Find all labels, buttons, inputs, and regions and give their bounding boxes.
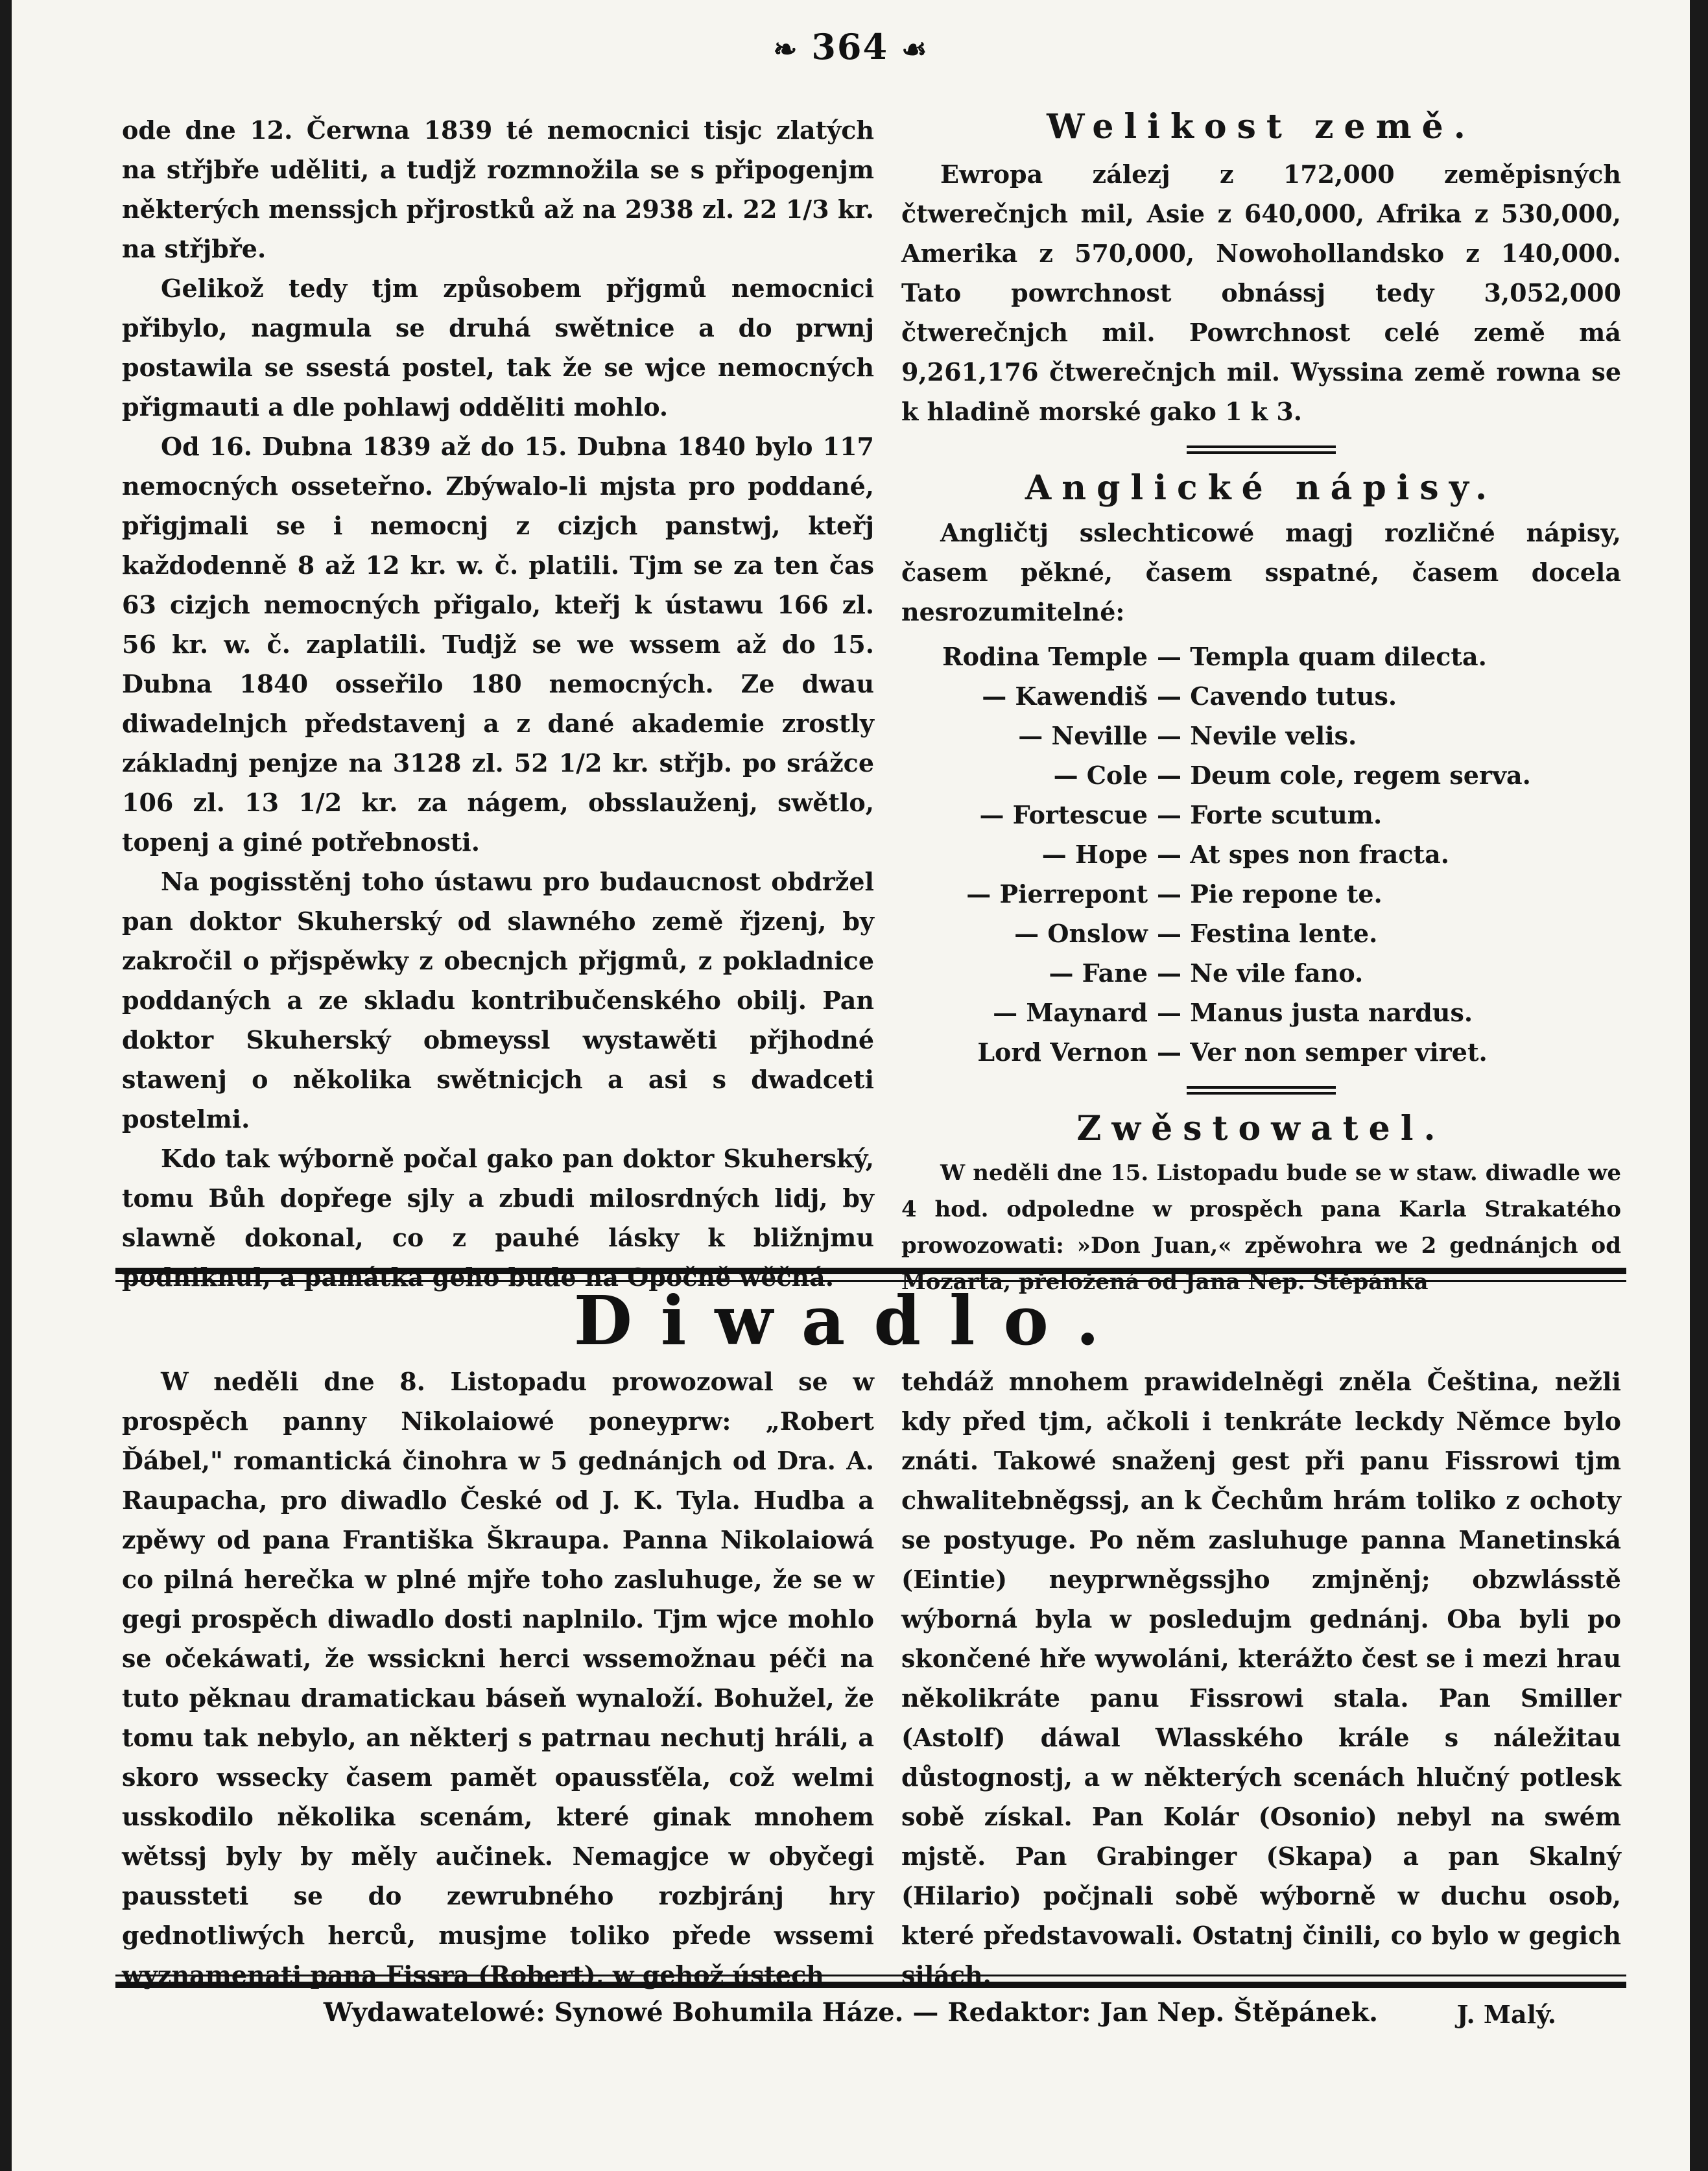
- left-bottom-column: [122, 1362, 874, 1995]
- footer-rule: [115, 1982, 1626, 1988]
- list-item: — Fane — Ne vile fano.: [1049, 958, 1364, 988]
- diwadlo-heading: Diwadlo.: [573, 1281, 1128, 1360]
- opocno-paragraph-1: ode dne 12. Čerwna 1839 té nemocnici tisjc zlatých na střjbře uděliti, a tudjž rozmnožila se s připogenjm některých menssjch přjrostků až na 2938 zl. 22 1/3 kr. na střjbře.: [122, 115, 874, 263]
- left-top-column: [122, 110, 874, 1297]
- list-item: — Neville — Nevile velis.: [1018, 721, 1357, 750]
- anglicke-intro: Angličtj sslechticowé magj rozličné nápisy, časem pěkné, časem sspatné, časem docela nesrozumitelné:: [901, 518, 1621, 626]
- review-text-left: W neděli dne 8. Listopadu prowozowal se w prospěch panny Nikolaiowé poneyprw: „Robert Ďábel," romantická činohra w 5 gednánjch od Dra. A. Raupacha, pro diwadlo České od J. K. Tyla. Hudba a zpěwy od pana Františka Škraupa. Panna Nikolaiowá co pilná herečka w plné mjře toho zasluhuge, že se w gegi prospěch diwadlo dosti naplnilo. Tjm wjce mohlo se očekáwati, že wssickni herci wssemožnau péči na tuto pěknau dramatickau báseň wynaloží. Bohužel, že tomu tak nebylo, an některj s patrnau nechutj hráli, a skoro wssecky časem pamět opaussťěla, což welmi usskodilo několika scenám, které ginak mnohem wětssj byly by měly aučinek. Nemagjce w obyčegi paussteti se do zewrubného rozbjránj hry gednotliwých herců, musjme toliko přede wssemi wyznamenati pana Fissra (Robert), w gehož ústech: [122, 1367, 874, 1989]
- diwadlo-top-rule: [115, 1268, 1626, 1274]
- list-item: — Onslow — Festina lente.: [1014, 919, 1378, 948]
- opocno-paragraph-3: Od 16. Dubna 1839 až do 15. Dubna 1840 bylo 117 nemocných osseteřno. Zbýwalo-li mjsta pro poddané, přigjmali se i nemocnj z cizjch panstwj, kteřj každodenně 8 až 12 kr. w. č. platili. Tjm se za ten čas 63 cizjch nemocných přigalo, kteřj k ústawu 166 zl. 56 kr. w. č. zaplatili. Tudjž se we wssem až do 15. Dubna 1840 osseřilo 180 nemocných. Ze dwau diwadelnjch představenj a z dané akademie zrostly základnj penjze na 3128 zl. 52 1/2 kr. střjb. po srážce 106 zl. 13 1/2 kr. za nágem, obsslauženj, swětlo, topenj a giné potřebnosti.: [122, 432, 874, 857]
- list-item: — Cole — Deum cole, regem serva.: [1053, 761, 1531, 790]
- publisher-footer: Wydawatelowé: Synowé Bohumila Háze. — Redaktor: Jan Nep. Štěpánek.: [323, 1997, 1379, 2028]
- list-item: — Kawendiš — Cavendo tutus.: [982, 682, 1397, 711]
- anglicke-heading: Anglické nápisy.: [1025, 468, 1498, 508]
- newspaper-page: [12, 0, 1690, 2171]
- opocno-paragraph-5: Kdo tak wýborně počal gako pan doktor Skuherský, tomu Bůh dopřege sjly a zbudi milosrdných lidj, by slawně dokonal, co z pauhé lásky k bližnjmu podniknul, a památka geho bude na Opočně wěčná.: [122, 1144, 874, 1292]
- list-item: — Maynard — Manus justa nardus.: [993, 998, 1473, 1027]
- page-number: 364: [811, 26, 889, 67]
- review-text-right: tehdáž mnohem prawidelněgi zněla Čeština, nežli kdy před tjm, ačkoli i tenkráte leckdy Němce bylo znáti. Takowé snaženj gest při panu Fissrowi tjm chwalitebněgssj, an k Čechům hrám toliko z ochoty se postyuge. Po něm zasluhuge panna Manetinská (Eintie) neyprwněgssjho zmjněnj; obzwlásstě wýborná byla w posledujm gednánj. Oba byli po skončené hře wywoláni, kterážto čest se i mezi hrau několikráte panu Fissrowi stala. Pan Smiller (Astolf) dáwal Wlasského krále s náležitau důstognostj, a w některých scenách hlučný potlesk sobě získal. Pan Kolár (Osonio) nebyl na swém mjstě. Pan Grabinger (Skapa) a pan Skalný (Hilario) počjnali sobě wýborně w duchu osob, které představowali. Ostatnj činili, co bylo w gegich silách.: [901, 1367, 1621, 1989]
- velikost-text: Ewropa zálezj z 172,000 zeměpisných čtwerečnjch mil, Asie z 640,000, Afrika z 530,000, Amerika z 570,000, Nowohollandsko z 140,000. Tato powrchnost obnássj tedy 3,052,000 čtwerečnjch mil. Powrchnost celé země má 9,261,176 čtwerečnjch mil. Wyssina země rowna se k hladině morské gako 1 k 3.: [901, 160, 1621, 426]
- left-ornament-icon: ❧: [773, 33, 799, 66]
- signature: J. Malý.: [1456, 2000, 1556, 2029]
- footer-thin-rule: [115, 1975, 1626, 1976]
- list-item: — Fortescue — Forte scutum.: [979, 800, 1382, 829]
- zwestowatel-text: W neděli dne 15. Listopadu bude se w staw. diwadle we 4 hod. odpoledne w prospěch pana Karla Strakatého prowozowati: »Don Juan,« zpěwohra we 2 gednánjch od Mozarta, přeložená od Jana Nep. Štěpánka: [901, 1160, 1621, 1295]
- opocno-paragraph-2: Gelikož tedy tjm způsobem přjgmů nemocnici přibylo, nagmula se druhá swětnice a do prwnj postawila se ssestá postel, tak že se wjce nemocných přigmauti a dle pohlawj odděliti mohlo.: [122, 274, 874, 421]
- right-top-column: [901, 107, 1621, 1300]
- mottos-list: [901, 637, 1621, 1072]
- list-item: Lord Vernon — Ver non semper viret.: [977, 1038, 1488, 1067]
- right-ornament-icon: ☙: [901, 33, 929, 66]
- opocno-paragraph-4: Na pogisstěnj toho ústawu pro budaucnost obdržel pan doktor Skuherský od slawného země řjzenj, by zakročil o přjspěwky z obecnjch přjgmů, z pokladnice poddaných a ze skladu kontribučenského obilj. Pan doktor Skuherský obmeyssl wystawěti přjhodné stawenj o několika swětnicjch a asi s dwadceti postelmi.: [122, 867, 874, 1133]
- section-divider: [1187, 445, 1336, 454]
- list-item: Rodina Temple — Templa quam dilecta.: [942, 642, 1487, 671]
- velikost-heading: Welikost země.: [1047, 107, 1476, 147]
- page-number-header: [12, 26, 1690, 67]
- section-divider: [1187, 1086, 1336, 1095]
- right-bottom-column: [901, 1362, 1621, 2034]
- list-item: — Pierrepont — Pie repone te.: [966, 879, 1382, 908]
- list-item: — Hope — At spes non fracta.: [1041, 840, 1449, 869]
- zwestowatel-heading: Zwěstowatel.: [1076, 1109, 1446, 1148]
